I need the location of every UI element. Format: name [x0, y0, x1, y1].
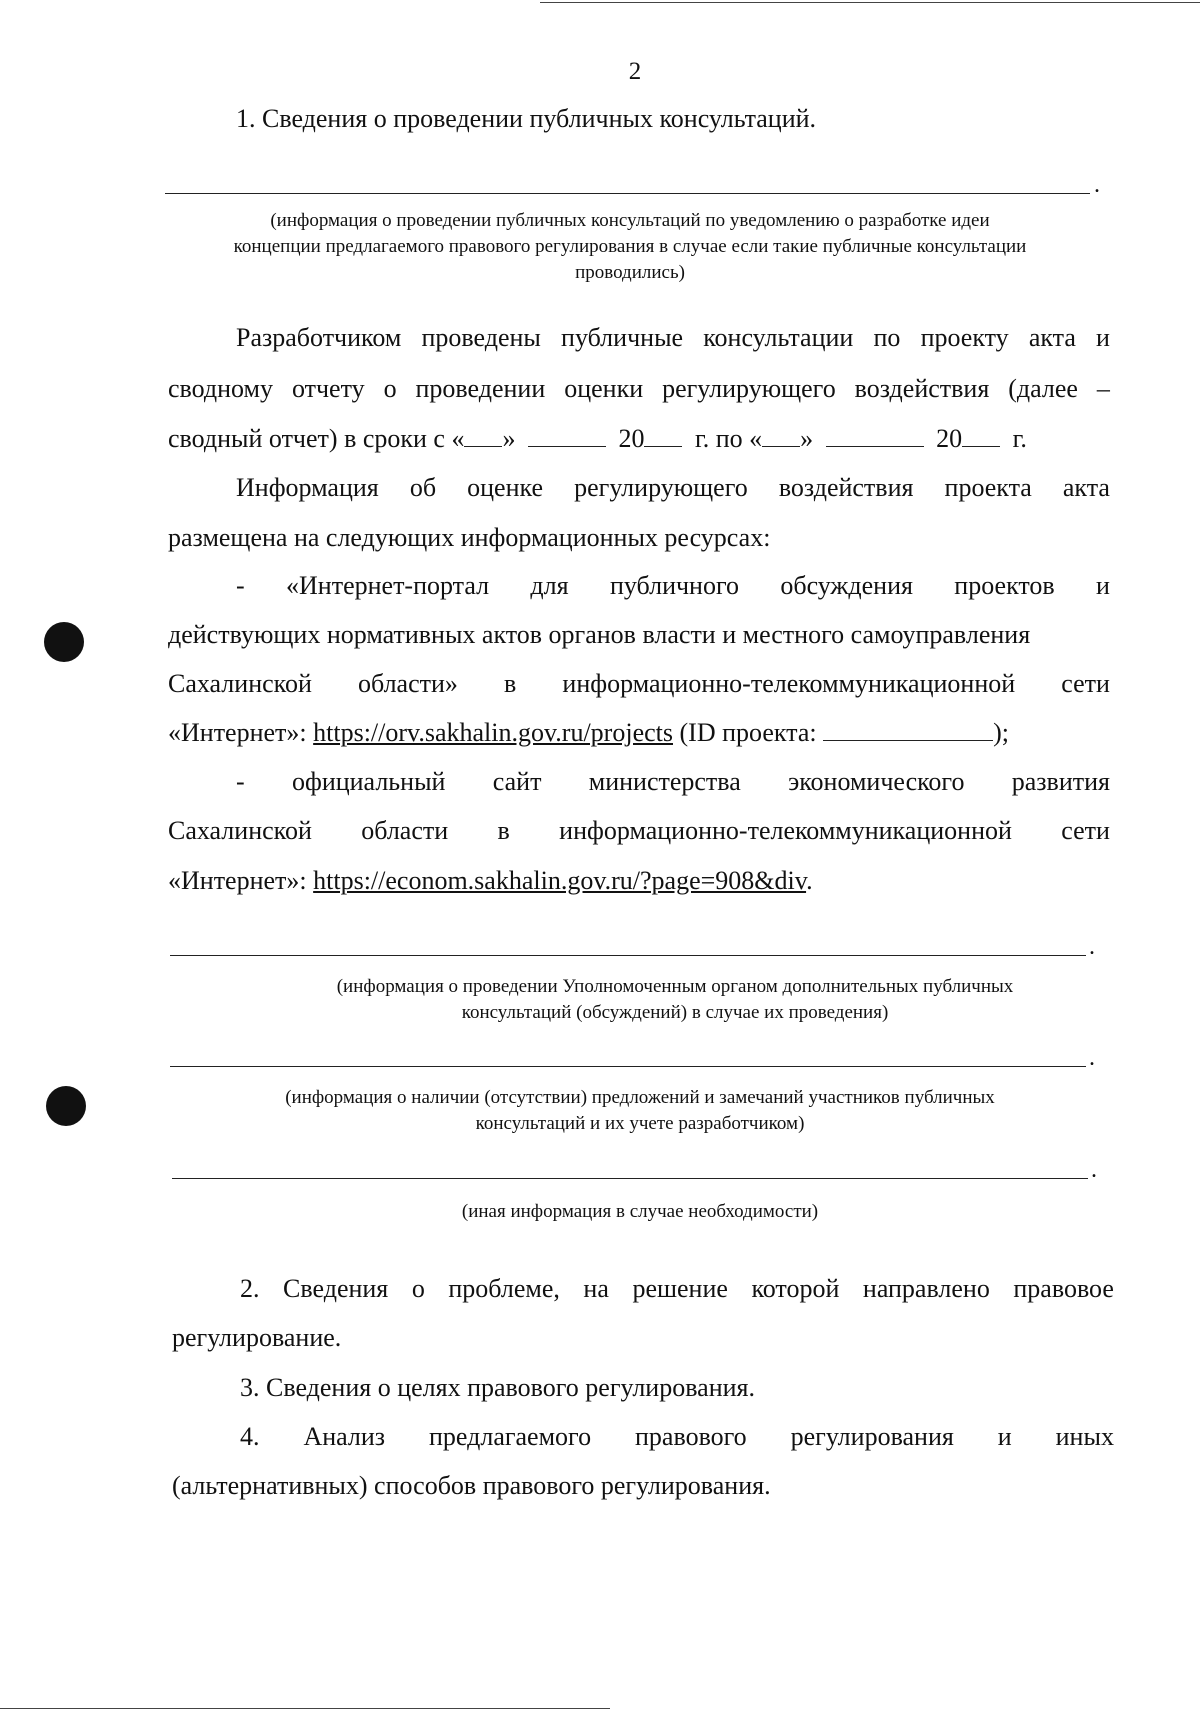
word: «Интернет-портал: [286, 571, 490, 600]
word: сайт: [492, 767, 542, 796]
para-developer-line-2: [168, 374, 1110, 404]
item-portal-line-4: [168, 718, 1110, 748]
word: публичного: [609, 571, 739, 600]
text: сводный отчет) в сроки с «: [168, 424, 465, 453]
fill-line-4: [172, 1178, 1088, 1179]
note-line: концепции предлагаемого правового регулирования в случае если такие публичные консультации: [233, 236, 1027, 257]
word: проекту: [920, 323, 1009, 352]
word: и: [1096, 571, 1110, 600]
word: регулирующего: [574, 473, 748, 502]
word: 2.: [240, 1274, 260, 1303]
word: области»: [358, 669, 458, 698]
para-developer-line-1: [168, 323, 1110, 353]
word: об: [409, 473, 437, 502]
fill-line-1: [165, 193, 1090, 194]
word: сводному: [168, 374, 273, 403]
note-additional-consultations: [200, 974, 1150, 1026]
punch-hole-bottom: [46, 1086, 86, 1126]
word: правового: [635, 1422, 747, 1451]
word: –: [1096, 374, 1110, 403]
word: Разработчиком: [236, 323, 402, 352]
word: (далее: [1008, 374, 1078, 403]
text: г. по «: [694, 424, 763, 453]
note-line: проводились): [575, 262, 685, 283]
section-2-line-1: [172, 1274, 1114, 1304]
para-info-line-1: [168, 473, 1110, 503]
fill-line-3: [170, 1066, 1086, 1067]
note-line: (информация о наличии (отсутствии) предложений и замечаний участников публичных: [285, 1087, 995, 1108]
item-ministry-line-2: [168, 816, 1110, 846]
note-other-info: (иная информация в случае необходимости): [461, 1201, 819, 1222]
fill-line-1-end: .: [1094, 172, 1100, 198]
word: правовое: [1013, 1274, 1114, 1303]
item-portal-line-2: действующих нормативных актов органов власти и местного самоуправления: [168, 620, 1031, 649]
day-to-blank: [762, 424, 800, 447]
word: направлено: [862, 1274, 990, 1303]
month-to-blank: [826, 424, 924, 447]
fill-line-3-end: .: [1089, 1045, 1095, 1071]
word: Анализ: [303, 1422, 386, 1451]
section-2-line-2: регулирование.: [172, 1323, 342, 1352]
word: области: [361, 816, 449, 845]
word: акта: [1028, 323, 1076, 352]
section-3: 3. Сведения о целях правового регулирования.: [240, 1373, 755, 1402]
word: проекта: [944, 473, 1032, 502]
word: оценки: [564, 374, 644, 403]
word: иных: [1055, 1422, 1114, 1451]
word: -: [236, 571, 245, 600]
word: акта: [1062, 473, 1110, 502]
word: оценке: [467, 473, 544, 502]
word: о: [383, 374, 397, 403]
para-developer-line-3: [168, 424, 1110, 454]
word: воздействия: [778, 473, 914, 502]
text: »: [502, 424, 516, 453]
ministry-link[interactable]: https://econom.sakhalin.gov.ru/?page=908&div: [313, 866, 807, 895]
project-id-blank: [823, 718, 993, 741]
word: Сведения: [283, 1274, 389, 1303]
word: регулирования: [790, 1422, 954, 1451]
note-line: (информация о проведении публичных консультаций по уведомлению о разработке идеи: [270, 210, 990, 231]
word: официальный: [291, 767, 446, 796]
portal-link[interactable]: https://orv.sakhalin.gov.ru/projects: [313, 718, 673, 747]
text: 20: [618, 424, 645, 453]
page-number: 2: [628, 58, 642, 85]
para-info-line-2: размещена на следующих информационных ресурсах:: [168, 523, 771, 552]
word: и: [1096, 323, 1110, 352]
word: информационно-телекоммуникационной: [559, 816, 1012, 845]
word: проблеме,: [448, 1274, 560, 1303]
scan-bottom-edge: [0, 1708, 610, 1709]
note-line: консультаций и их учете разработчиком): [475, 1113, 805, 1134]
note-line: (информация о проведении Уполномоченным органом дополнительных публичных: [336, 976, 1014, 997]
text: .: [806, 866, 813, 895]
word: сети: [1061, 669, 1110, 698]
item-portal-line-3: [168, 669, 1110, 699]
word: которой: [751, 1274, 840, 1303]
word: воздействия: [854, 374, 990, 403]
text: 20: [936, 424, 963, 453]
word: проектов: [954, 571, 1055, 600]
note-public-consultations: [150, 208, 1110, 286]
fill-line-2: [170, 955, 1086, 956]
word: по: [873, 323, 901, 352]
word: отчету: [291, 374, 365, 403]
word: для: [530, 571, 569, 600]
word: о: [411, 1274, 425, 1303]
scan-top-edge: [540, 2, 1200, 3]
word: решение: [632, 1274, 728, 1303]
word: регулирующего: [662, 374, 836, 403]
word: публичные: [561, 323, 684, 352]
word: предлагаемого: [429, 1422, 592, 1451]
year-to-blank: [962, 424, 1000, 447]
note-proposals: [160, 1085, 1120, 1137]
text: );: [993, 718, 1009, 747]
text: «Интернет»:: [168, 866, 314, 895]
word: министерства: [588, 767, 741, 796]
word: в: [504, 669, 517, 698]
text: г.: [1012, 424, 1027, 453]
word: Информация: [236, 473, 379, 502]
day-from-blank: [464, 424, 502, 447]
word: на: [583, 1274, 609, 1303]
section-1-heading: 1. Сведения о проведении публичных консультаций.: [236, 104, 817, 133]
word: -: [236, 767, 245, 796]
fill-line-2-end: .: [1089, 934, 1095, 960]
section-4-line-1: [172, 1422, 1114, 1452]
word: обсуждения: [780, 571, 913, 600]
item-ministry-line-3: [168, 866, 1110, 896]
word: информационно-телекоммуникационной: [562, 669, 1016, 698]
section-4-line-2: (альтернативных) способов правового регулирования.: [172, 1471, 771, 1500]
word: Сахалинской: [168, 816, 312, 845]
word: экономического: [788, 767, 965, 796]
word: в: [497, 816, 510, 845]
note-line: консультаций (обсуждений) в случае их проведения): [461, 1002, 889, 1023]
fill-line-4-end: .: [1091, 1157, 1097, 1183]
word: и: [997, 1422, 1012, 1451]
punch-hole-top: [44, 622, 84, 662]
item-ministry-line-1: [168, 767, 1110, 797]
year-from-blank: [644, 424, 682, 447]
word: развития: [1011, 767, 1110, 796]
word: 4.: [240, 1422, 260, 1451]
word: проведены: [421, 323, 541, 352]
text: (ID проекта:: [673, 718, 824, 747]
text: »: [800, 424, 814, 453]
month-from-blank: [528, 424, 606, 447]
word: консультации: [703, 323, 854, 352]
text: «Интернет»:: [168, 718, 314, 747]
word: проведении: [415, 374, 546, 403]
item-portal-line-1: [168, 571, 1110, 601]
word: сети: [1061, 816, 1110, 845]
word: Сахалинской: [168, 669, 312, 698]
